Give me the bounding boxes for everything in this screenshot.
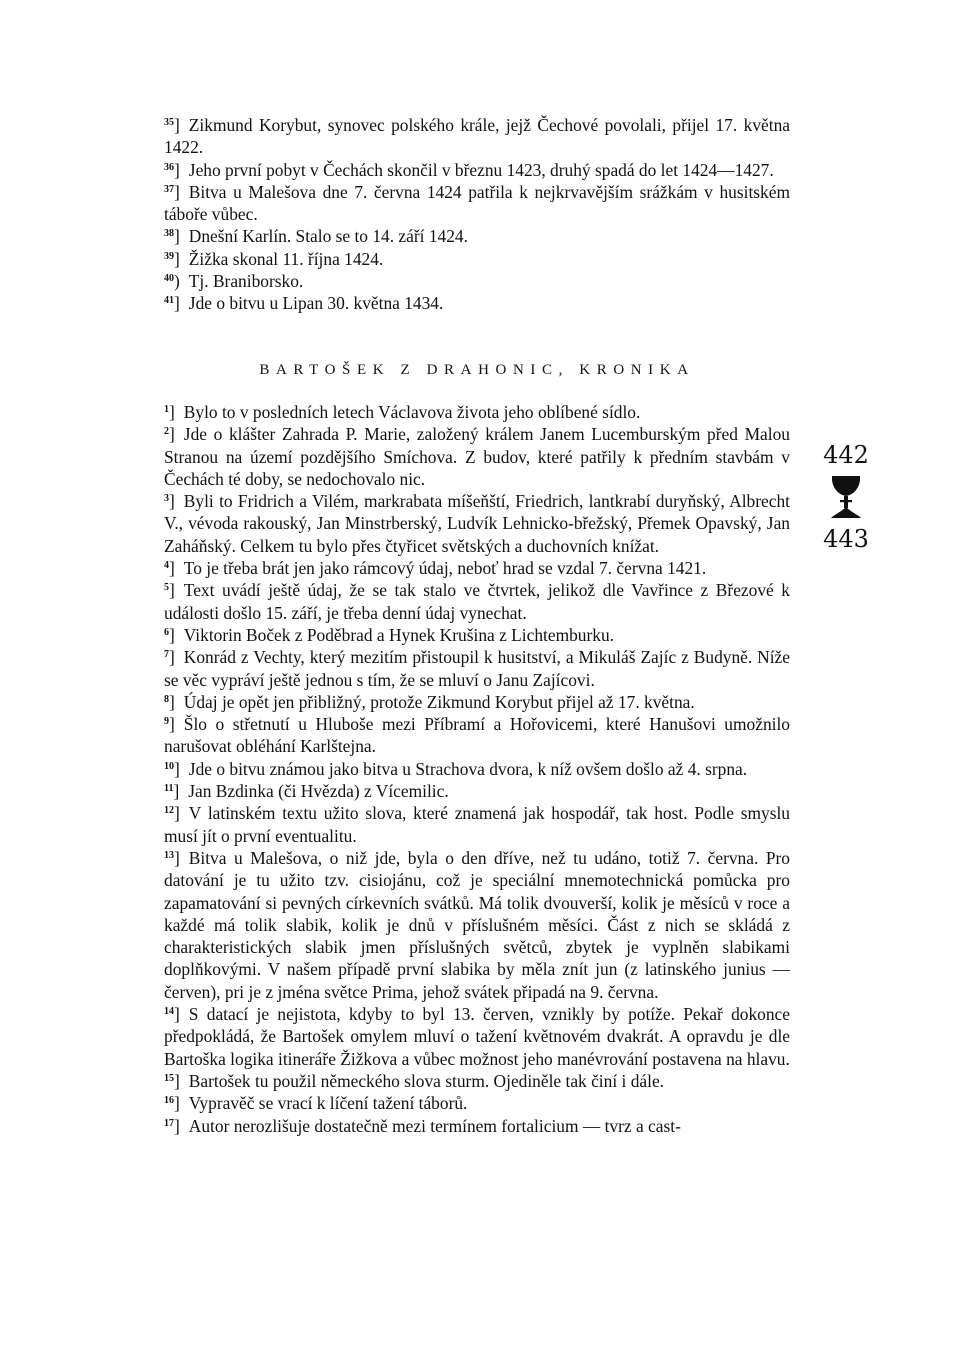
footnote-text: Jde o klášter Zahrada P. Marie, založený králem Janem Lucemburským před Malou Stranou na území pozdějšího Smíchova. Z budov, které patřily k předním stavbám v Čechách té doby, se nedochovalo nic. <box>164 424 790 489</box>
footnote-text: S datací je nejistota, kdyby to byl 13. červen, vznikly by potíže. Pekař dokonce předpokládá, že Bartošek omylem mluví o tažení květnovém dvakrát. A opravdu je dle Bartoška logika itineráře Žižkova a vůbec možnost jeho manévrování postavena na hlavu. <box>164 1004 790 1069</box>
footnote-text: Bitva u Malešova dne 7. června 1424 patřila k nejkrvavějším srážkám v husitském táboře vůbec. <box>164 181 790 225</box>
footnote-text: Viktorin Boček z Poděbrad a Hynek Krušina z Lichtemburku. <box>183 624 615 645</box>
footnote-number: 16 <box>164 1095 174 1107</box>
footnote-text: Bartošek tu použil německého slova sturm. Ojediněle tak činí i dále. <box>188 1070 665 1091</box>
footnote-text: Vypravěč se vrací k líčení tažení táborů. <box>188 1093 468 1114</box>
footnote-text: Žižka skonal 11. října 1424. <box>188 248 384 269</box>
footnote-text: Jde o bitvu u Lipan 30. května 1434. <box>188 293 444 314</box>
footnote-bracket: ] <box>169 491 175 512</box>
footnote-number: 5 <box>164 582 169 594</box>
footnote-bracket: ] <box>169 624 175 645</box>
footnote-bracket: ] <box>174 1093 180 1114</box>
footnote-number: 12 <box>164 805 174 817</box>
footnote <box>164 624 790 646</box>
footnote-bracket: ] <box>169 558 175 579</box>
footnote-bracket: ] <box>174 803 180 824</box>
footnote <box>164 270 790 292</box>
footnote-bracket: ] <box>174 159 180 180</box>
footnote-text: Bylo to v posledních letech Václavova života jeho oblíbené sídlo. <box>183 402 641 422</box>
footnote-bracket: ] <box>169 580 175 601</box>
footnote-text: Text uvádí ještě údaj, že se tak stalo ve čtvrtek, jelikož dle Vavřince z Březové k události došlo 15. září, je třeba denní údaj vynechat. <box>164 580 790 623</box>
section-heading: BARTOŠEK Z DRAHONIC, KRONIKA <box>259 362 695 378</box>
footnote-number: 4 <box>164 560 169 572</box>
footnote-bracket: ] <box>169 714 175 735</box>
footnote-number: 1 <box>164 404 169 415</box>
footnote-number: 2 <box>164 426 169 438</box>
footnote-text: Jde o bitvu známou jako bitva u Strachova dvora, k níž ovšem došlo až 4. srpna. <box>188 758 748 779</box>
footnote <box>164 847 790 1003</box>
footnote-number: 38 <box>164 228 174 240</box>
footnote <box>164 248 790 270</box>
footnote <box>164 225 790 247</box>
footnote-bracket: ) <box>174 271 180 292</box>
footnote-text: Zikmund Korybut, synovec polského krále, jejž Čechové povolali, přijel 17. května 1422. <box>164 115 790 158</box>
footnote-text: Jeho první pobyt v Čechách skončil v březnu 1423, druhý spadá do let 1424—1427. <box>188 159 774 180</box>
footnote-number: 40 <box>164 273 174 285</box>
footnote-bracket: ] <box>174 248 180 269</box>
footnote <box>164 114 790 159</box>
footnote-bracket: ] <box>174 1115 180 1136</box>
footnote-bracket: ] <box>169 402 175 422</box>
footnote-number: 14 <box>164 1006 174 1018</box>
footnote-number: 37 <box>164 183 174 195</box>
footnote-number: 39 <box>164 250 174 262</box>
footnote-bracket: ] <box>174 847 180 868</box>
footnote-text: Konrád z Vechty, který mezitím přistoupil k husitství, a Mikuláš Zajíc z Budyně. Níže se věc vypráví ještě jednou s tím, že se mluví o Janu Zajícovi. <box>164 647 790 690</box>
footnote-text: Autor nerozlišuje dostatečně mezi termínem fortalicium — tvrz a cast- <box>188 1115 681 1136</box>
footnote-number: 10 <box>164 760 174 772</box>
footnote-bracket: ] <box>169 691 175 712</box>
footnote <box>164 159 790 181</box>
notes-main-list <box>164 401 790 1137</box>
page-marker <box>815 442 877 552</box>
footnote <box>164 1003 790 1070</box>
footnote-bracket: ] <box>174 1004 180 1025</box>
footnote-text: Šlo o střetnutí u Hluboše mezi Příbramí a Hořovicemi, které Hanušovi umožnilo narušovat obléhání Karlštejna. <box>164 714 790 757</box>
footnote <box>164 802 790 847</box>
footnote-text: Jan Bzdinka (či Hvězda) z Vícemilic. <box>188 781 449 802</box>
footnote-text: Dnešní Karlín. Stalo se to 14. září 1424. <box>188 226 468 247</box>
footnote <box>164 401 790 423</box>
footnote <box>164 1115 790 1137</box>
footnote <box>164 646 790 691</box>
footnote <box>164 713 790 758</box>
footnote-number: 35 <box>164 117 174 128</box>
footnote-bracket: ] <box>174 758 180 779</box>
footnote <box>164 780 790 802</box>
footnote-number: 11 <box>164 783 174 795</box>
footnote <box>164 1070 790 1092</box>
footnote-number: 3 <box>164 493 169 505</box>
footnote-number: 36 <box>164 161 174 173</box>
footnote-text: V latinském textu užito slova, které znamená jak hospodář, tak host. Podle smyslu musí jít o první eventualitu. <box>164 803 790 846</box>
footnote-text: Bitva u Malešova, o niž jde, byla o den dříve, než tu udáno, totiž 7. června. Pro datování je tu užito tzv. cisiojánu, což je speciální mnemotechnická pomůcka pro zapamatování si pevných církevních svátků. Má tolik dvouverší, kolik je měsíců v roce a každé má tolik slabik, kolik je dnů v příslušném měsíci. Část z nich se skládá z charakteristických slabik jmen příslušných světců, zbytek je vyplněn slabikami doplňkovými. V našem případě první slabika by měla znít jun (z latinského junius — červen), pri je z jména světce Prima, jehož svátek připadá na 9. června. <box>164 847 790 1002</box>
footnote-text: To je třeba brát jen jako rámcový údaj, neboť hrad se vzdal 7. června 1421. <box>183 558 707 579</box>
footnote-number: 15 <box>164 1072 174 1084</box>
footnote-text: Tj. Braniborsko. <box>188 271 304 292</box>
footnote-bracket: ] <box>169 647 175 668</box>
footnote <box>164 579 790 624</box>
footnote-number: 8 <box>164 693 169 705</box>
footnote-text: Údaj je opět jen přibližný, protože Zikmund Korybut přijel až 17. května. <box>183 691 695 712</box>
footnote-bracket: ] <box>174 1070 180 1091</box>
page-number-right: 443 <box>823 525 869 553</box>
footnote-bracket: ] <box>174 293 180 314</box>
footnote-bracket: ] <box>174 115 180 135</box>
footnote <box>164 691 790 713</box>
chalice-icon <box>829 474 863 520</box>
footnote-number: 6 <box>164 626 169 638</box>
footnote-number: 41 <box>164 295 174 307</box>
notes-top-list <box>164 114 790 315</box>
footnote <box>164 1092 790 1114</box>
footnote <box>164 292 790 314</box>
footnote-text: Byli to Fridrich a Vilém, markrabata míšeňští, Friedrich, lantkrabí duryňský, Albrecht V., vévoda rakouský, Jan Minstrberský, Ludvík Lehnicko-břežský, Přemek Opavský, Jan Zaháňský. Celkem tu bylo přes čtyřicet světských a duchovních knížat. <box>164 491 790 556</box>
page-number-left: 442 <box>823 441 869 469</box>
footnote-number: 7 <box>164 649 169 661</box>
footnote <box>164 490 790 557</box>
footnote-number: 9 <box>164 716 169 728</box>
footnote <box>164 557 790 579</box>
footnote <box>164 423 790 490</box>
footnote-bracket: ] <box>173 781 180 802</box>
footnote <box>164 181 790 226</box>
footnote-bracket: ] <box>174 226 180 247</box>
footnote-number: 13 <box>164 849 174 861</box>
footnote-bracket: ] <box>169 424 175 445</box>
footnote-bracket: ] <box>174 181 180 202</box>
footnote <box>164 758 790 780</box>
footnote-number: 17 <box>164 1117 174 1129</box>
